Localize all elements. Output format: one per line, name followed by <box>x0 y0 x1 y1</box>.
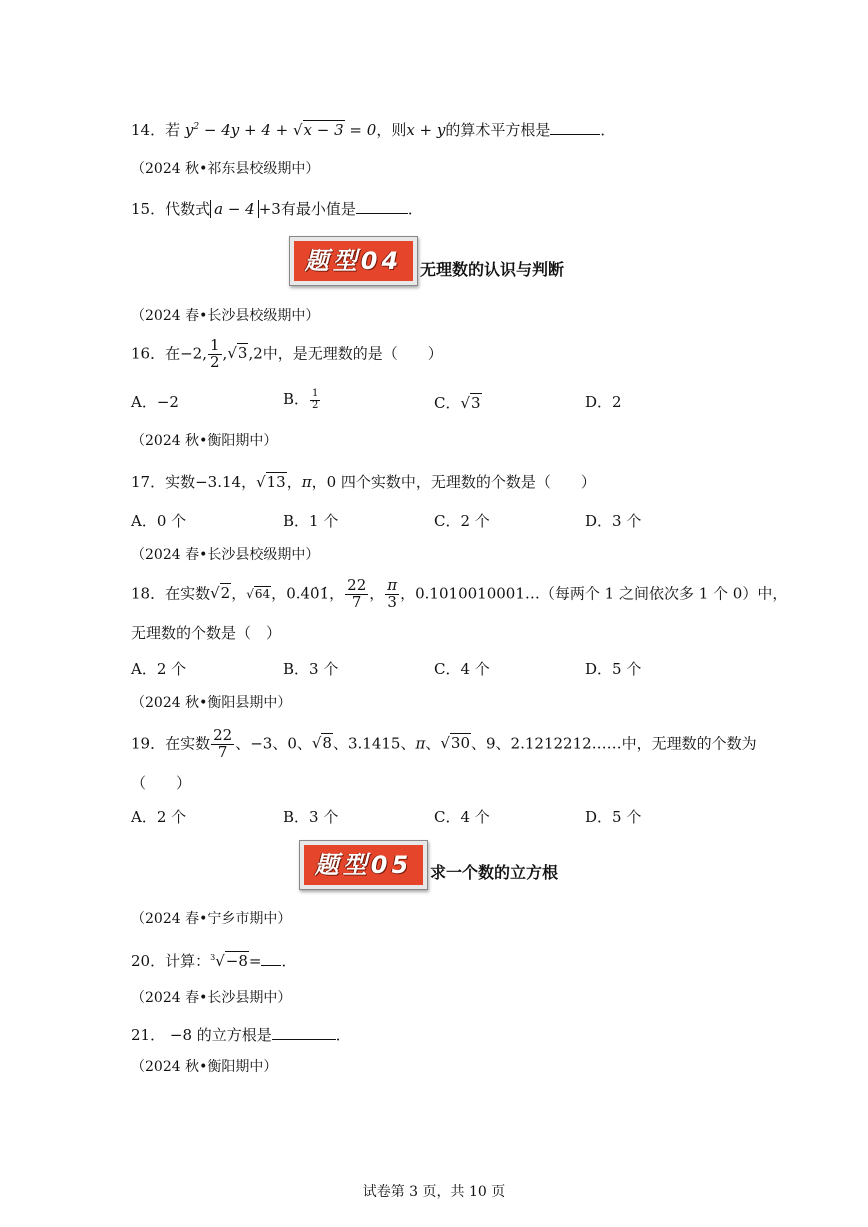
source-note: （2024 春•长沙县校级期中） <box>131 308 320 324</box>
option-d[interactable]: D．5 个 <box>585 660 642 678</box>
q14-equation: $y^2 - 4y + 4 + √x - 3 = 0$ <box>184 121 377 139</box>
option-a[interactable]: A．2 个 <box>131 808 187 826</box>
option-b[interactable]: B．1 个 <box>283 512 339 530</box>
option-d[interactable]: D．5 个 <box>585 808 642 826</box>
cube-root-symbol: $^3$√−8 <box>210 952 248 970</box>
sqrt-symbol: √2 <box>210 584 231 603</box>
option-b[interactable]: B． $\frac{1}{2}$ <box>283 388 319 411</box>
option-c[interactable]: C．2 个 <box>434 512 490 530</box>
option-c[interactable]: C．4 个 <box>434 660 490 678</box>
sqrt-symbol: √8 <box>311 734 332 753</box>
fraction: $\frac{22}{7}$ <box>347 576 367 611</box>
sqrt-symbol: √3 <box>460 394 481 412</box>
fraction: $\frac{1}{2}$ <box>312 388 319 411</box>
sqrt-symbol: √3 <box>227 344 248 363</box>
option-a[interactable]: A．2 个 <box>131 660 187 678</box>
option-d[interactable]: D．3 个 <box>585 512 642 530</box>
source-note: （2024 秋•衡阳县期中） <box>131 695 292 711</box>
option-a[interactable]: A．−2 <box>131 393 179 411</box>
section-title-05: 求一个数的立方根 <box>430 863 559 882</box>
option-c[interactable]: C．√3 <box>434 394 481 412</box>
source-note: （2024 秋•衡阳期中） <box>131 433 278 449</box>
question-20: 20．计算：$^3$√−8= ． <box>131 952 297 970</box>
answer-blank[interactable] <box>356 201 408 214</box>
answer-blank[interactable] <box>272 1027 336 1040</box>
question-19: 19．在实数 $\frac{22}{7}$ 、−3、0、√8、3.1415、π、√30、9、2.1212212……中，无理数的个数为 <box>131 726 757 761</box>
sqrt-symbol: √13 <box>256 473 286 491</box>
question-18: 18．在实数√2，√64，0.4̇0̇1̇， $\frac{22}{7}$ ， $\frac{\pi}{3}$ ，0.1010010001…（每两个 1 之间依次多 1 个 0）中， <box>131 576 788 611</box>
option-a[interactable]: A．0 个 <box>131 512 187 530</box>
question-number: 21． <box>131 1026 166 1044</box>
question-19-line2: （ ） <box>131 774 192 792</box>
sqrt-symbol: √64 <box>246 587 271 602</box>
source-note: （2024 春•长沙县期中） <box>131 990 292 1006</box>
sqrt-symbol: √30 <box>440 734 470 753</box>
answer-blank[interactable] <box>261 953 281 966</box>
source-note: （2024 春•宁乡市期中） <box>131 911 292 927</box>
option-b[interactable]: B．3 个 <box>283 808 339 826</box>
question-18-line2: 无理数的个数是（ ） <box>131 624 282 642</box>
fraction: $\frac{22}{7}$ <box>213 726 233 761</box>
section-title-04: 无理数的认识与判断 <box>420 260 565 279</box>
question-17: 17．实数−3.14，√13，π，0 四个实数中，无理数的个数是（ ） <box>131 473 596 491</box>
absolute-value: a − 4 <box>210 200 259 218</box>
option-b[interactable]: B．3 个 <box>283 660 339 678</box>
option-d[interactable]: D．2 <box>585 393 622 411</box>
source-note: （2024 秋•祁东县校级期中） <box>131 161 320 177</box>
source-note: （2024 秋•衡阳期中） <box>131 1059 278 1075</box>
page-footer: 试卷第 3 页，共 10 页 <box>362 1184 506 1200</box>
answer-blank[interactable] <box>550 122 600 135</box>
fraction: $\frac{1}{2}$ <box>210 336 220 371</box>
fraction: $\frac{\pi}{3}$ <box>387 576 398 611</box>
source-note: （2024 春•长沙县校级期中） <box>131 547 320 563</box>
question-21: 21． −8 的立方根是 ． <box>131 1026 351 1044</box>
question-16: 16．在−2, $\frac{1}{2}$ ,√3,2中，是无理数的是（ ） <box>131 336 443 371</box>
option-c[interactable]: C．4 个 <box>434 808 490 826</box>
question-15: 15．代数式 a − 4 +3有最小值是 ． <box>131 200 423 218</box>
section-badge-04: 题型04 <box>289 236 418 286</box>
section-badge-05: 题型05 <box>299 840 428 890</box>
question-14: 14．若 $y^2 - 4y + 4 + √x - 3 = 0$，则x + y的算术平方根是 ． <box>131 121 616 139</box>
sqrt-symbol: √x − 3 <box>292 121 344 139</box>
